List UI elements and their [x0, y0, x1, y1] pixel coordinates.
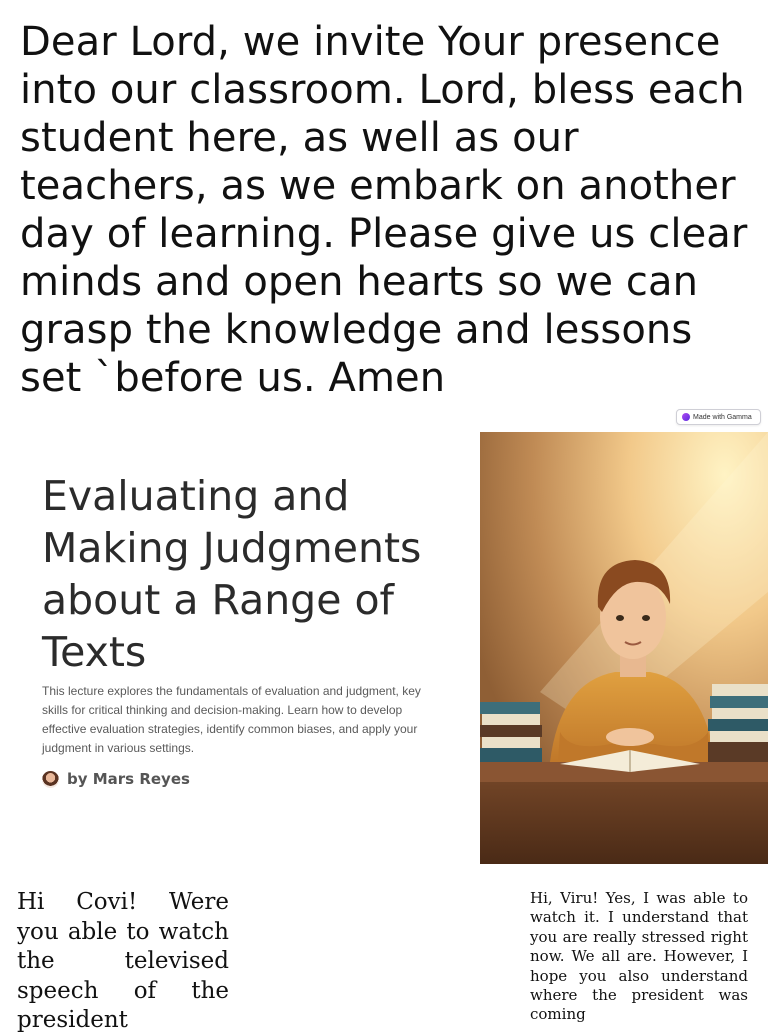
avatar: [42, 771, 59, 788]
author-byline: [42, 770, 190, 788]
author-name: by Mars Reyes: [67, 770, 190, 788]
slide-title: Evaluating and Making Judgments about a Range of Texts: [42, 472, 422, 676]
gamma-logo-icon: [682, 413, 690, 421]
student-reading-illustration: [480, 432, 768, 864]
chat-message-right: Hi, Viru! Yes, I was able to watch it. I understand that you are really stressed right now. We all are. However, I hope you also understand where the president was coming: [530, 889, 748, 1024]
prayer-text: Dear Lord, we invite Your presence into our classroom. Lord, bless each student here, as well as our teachers, as we embark on another day of learning. Please give us clear minds and open hearts so we can grasp the knowledge and lessons set `before us. Amen: [20, 19, 748, 401]
made-with-gamma-badge[interactable]: [676, 409, 761, 425]
badge-label: Made with Gamma: [693, 413, 752, 421]
student-illustration-image: [480, 432, 768, 864]
chat-message-left: Hi Covi! Were you able to watch the televised speech of the president: [17, 889, 229, 1033]
slide-description: This lecture explores the fundamentals of evaluation and judgment, key skills for critical thinking and decision-making. Learn how to develop effective evaluation strategies, identify common biases, and apply your judgment in various settings.: [42, 684, 421, 755]
